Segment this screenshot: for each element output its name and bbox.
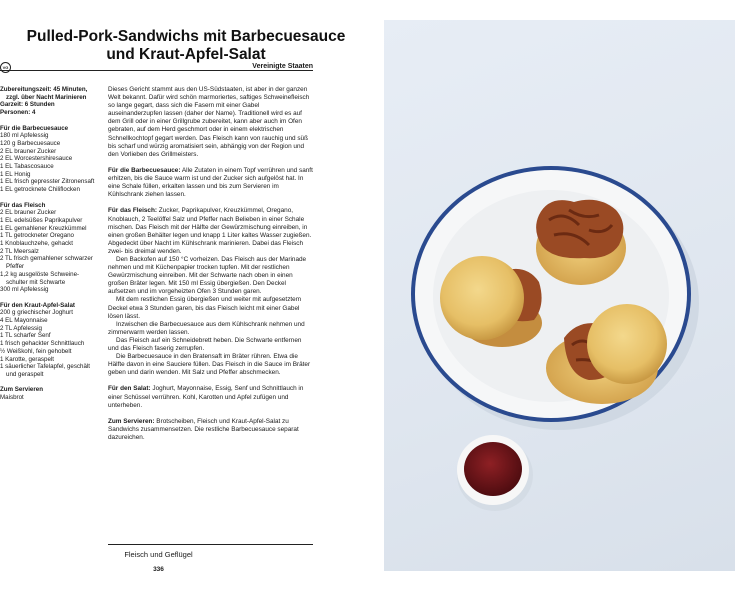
meat-paragraph [108, 207, 313, 377]
meat-step-5: Das Fleisch auf ein Schneidebrett heben. Die Schwarte entfernen und das Fleisch faserig zerrupfen. [108, 336, 302, 352]
ingredient-item: 2 EL Worcestershiresauce [0, 155, 73, 163]
title-line-1: Pulled-Pork-Sandwichs mit Barbecuesauce [26, 28, 346, 45]
ingredient-item: 1 TL scharfer Senf [0, 332, 51, 340]
meat-ingredients [0, 209, 102, 294]
page-number: 336 [153, 566, 164, 573]
title-line-2: und Kraut-Apfel-Salat [106, 46, 266, 63]
ingredient-item: schulter mit Schwarte [6, 278, 66, 286]
meat-heading: Für das Fleisch [0, 201, 46, 209]
ingredient-item: 200 g griechischer Joghurt [0, 309, 73, 317]
country-label: Vereinigte Staaten [252, 63, 313, 70]
bottom-divider [108, 544, 313, 545]
servings: Personen: 4 [0, 109, 36, 117]
marinate-note: zzgl. über Nacht Marinieren [6, 93, 87, 101]
ingredient-item: und geraspelt [6, 370, 44, 378]
ingredient-item: 1 Karotte, geraspelt [0, 355, 55, 363]
serve-ingredients [0, 394, 102, 402]
recipe-title [0, 28, 372, 64]
serve-heading: Zum Servieren [0, 386, 43, 394]
ingredient-item: 2 EL brauner Zucker [0, 209, 57, 217]
serve-text: Brotscheiben, Fleisch und Kraut-Apfel-Salat zu Sandwichs zusammensetzen. Die restliche Barbecuesauce separat dazureichen. [108, 417, 299, 442]
ingredient-item: 2 TL Apfelessig [0, 324, 42, 332]
method-text [108, 86, 313, 450]
ingredient-item: 2 EL brauner Zucker [0, 147, 57, 155]
ingredient-item: Pfeffer [6, 263, 25, 271]
meat-step-3: Mit dem restlichen Essig übergießen und weiter mit aufgesetztem Deckel etwa 3 Stunden garen, bis das Fleisch leicht mit einer Gabel lösen lässt. [108, 296, 302, 320]
sandwich-top-right [536, 200, 626, 285]
sauce-paragraph [108, 167, 313, 199]
ingredient-item: ½ Weißkohl, fein gehobelt [0, 347, 72, 355]
prep-time: Zubereitungszeit: 45 Minuten, [0, 86, 88, 93]
ingredient-item: 2 TL frisch gemahlener schwarzer [0, 255, 93, 263]
chapter-footer: Fleisch und Geflügel [124, 550, 193, 559]
sauce-heading: Für die Barbecuesauce [0, 124, 69, 132]
ingredient-item: 2 TL Meersalz [0, 247, 39, 255]
meat-lead: Für das Fleisch: [108, 207, 158, 215]
intro-paragraph: Dieses Gericht stammt aus den US-Südstaaten, ist aber in der ganzen Welt bekannt. Dafür wird schön marmoriertes, saftiges Schweinefleisch so lange gegart, dass sich die Fasern mit einer Gabel auseinanderzupfen lassen (daher der Name). Traditionell wird es auf dem Grill oder in einer Grillgrube zubereitet, kann aber auch im Ofen gebraten, auf dem Herd geschmort oder in einem elektrischen Schnellkochtopf gegart werden. Das Fleisch kann von rauchig und süß bis scharf und würzig aromatisiert sein, abhängig von der Region und den Vorlieben des Grillmeisters. [108, 86, 310, 158]
food-photo-illustration [384, 20, 735, 571]
salad-ingredients [0, 309, 102, 378]
serve-paragraph [108, 418, 313, 442]
salad-paragraph [108, 385, 313, 409]
salad-heading: Für den Kraut-Apfel-Salat [0, 301, 75, 309]
sauce-bowl [457, 435, 533, 511]
ingredient-item: 1 EL edelsüßes Paprikapulver [0, 216, 83, 224]
sauce-ingredients [0, 132, 102, 194]
vegetarian-badge-icon: VG [0, 62, 11, 73]
sauce-text: Alle Zutaten in einem Topf verrühren und sanft erhitzen, bis die Sauce warm ist und der Zucker sich aufgelöst hat. In eine Schale füllen, erkalten lassen und bis zum Servieren im Kühlschrank ziehen lassen. [108, 166, 313, 199]
sauce-lead: Für die Barbecuesauce: [108, 166, 181, 174]
ingredients-sidebar [0, 86, 102, 402]
meat-step-2: Den Backofen auf 150 °C vorheizen. Das Fleisch aus der Marinade nehmen und mit Küchenpapier trocken tupfen. Mit der restlichen Gewürzmischung einreiben. Mit der Schwarte nach oben in einen großen Bräter legen. Mit 150 ml Essig übergießen. Den Deckel aufsetzen und im vorgeheizten Ofen 3 Stunden garen. [108, 255, 307, 296]
salad-text: Joghurt, Mayonnaise, Essig, Senf und Schnittlauch in einer Schüssel verrühren. Kohl, Karotten und Apfel zufügen und unterheben. [108, 385, 304, 409]
ingredient-item: 1 EL getrocknete Chiliflocken [0, 186, 80, 194]
cook-time: Garzeit: 6 Stunden [0, 101, 55, 109]
ingredient-item: 1 EL Honig [0, 170, 31, 178]
ingredient-item: 1,2 kg ausgelöste Schweine- [0, 270, 80, 278]
ingredient-item: 180 ml Apfelessig [0, 132, 49, 140]
ingredient-item: 1 säuerlicher Tafelapfel, geschält [0, 363, 91, 371]
ingredient-item: 300 ml Apfelessig [0, 286, 49, 294]
recipe-meta [0, 86, 102, 117]
ingredient-item: 1 EL gemahlener Kreuzkümmel [0, 224, 87, 232]
top-divider [0, 70, 313, 71]
serve-lead: Zum Servieren: [108, 417, 155, 425]
ingredient-item: 1 EL Tabascosauce [0, 163, 54, 171]
ingredient-item: 120 g Barbecuesauce [0, 139, 61, 147]
meat-step-6: Die Barbecuesauce in den Bratensaft im Bräter rühren. Etwa die Hälfte davon in eine Sauciere füllen. Das Fleisch in die Sauce im Bräter geben und darin wenden. Mit Salz und Pfeffer abschmecken. [108, 353, 311, 377]
ingredient-item: 1 EL frisch gepresster Zitronensaft [0, 178, 95, 186]
salad-lead: Für den Salat: [108, 385, 151, 393]
meat-text: Zucker, Paprikapulver, Kreuzkümmel, Oregano, Knoblauch, 2 Teelöffel Salz und Pfeffer nach Belieben in einer Schale mischen. Das Fleisch mit der Hälfte der Gewürzmischung einreiben, in einen großen Behälter legen und knapp 1 Liter kaltes Wasser zugießen. Abgedeckt über Nacht im Kühlschrank marinieren. Dabei das Fleisch zwei- bis dreimal wenden. [108, 207, 312, 255]
ingredient-item: 1 TL getrockneter Oregano [0, 232, 74, 240]
ingredient-item: 1 Knoblauchzehe, gehackt [0, 240, 73, 248]
ingredient-item: 1 frisch gehackter Schnittlauch [0, 340, 85, 348]
left-page [0, 0, 372, 596]
ingredient-item: Maisbrot [0, 394, 24, 402]
meat-step-4: Inzwischen die Barbecuesauce aus dem Kühlschrank nehmen und zimmerwarm werden lassen. [108, 320, 305, 336]
ingredient-item: 4 EL Mayonnaise [0, 317, 48, 325]
food-photo [384, 20, 735, 571]
